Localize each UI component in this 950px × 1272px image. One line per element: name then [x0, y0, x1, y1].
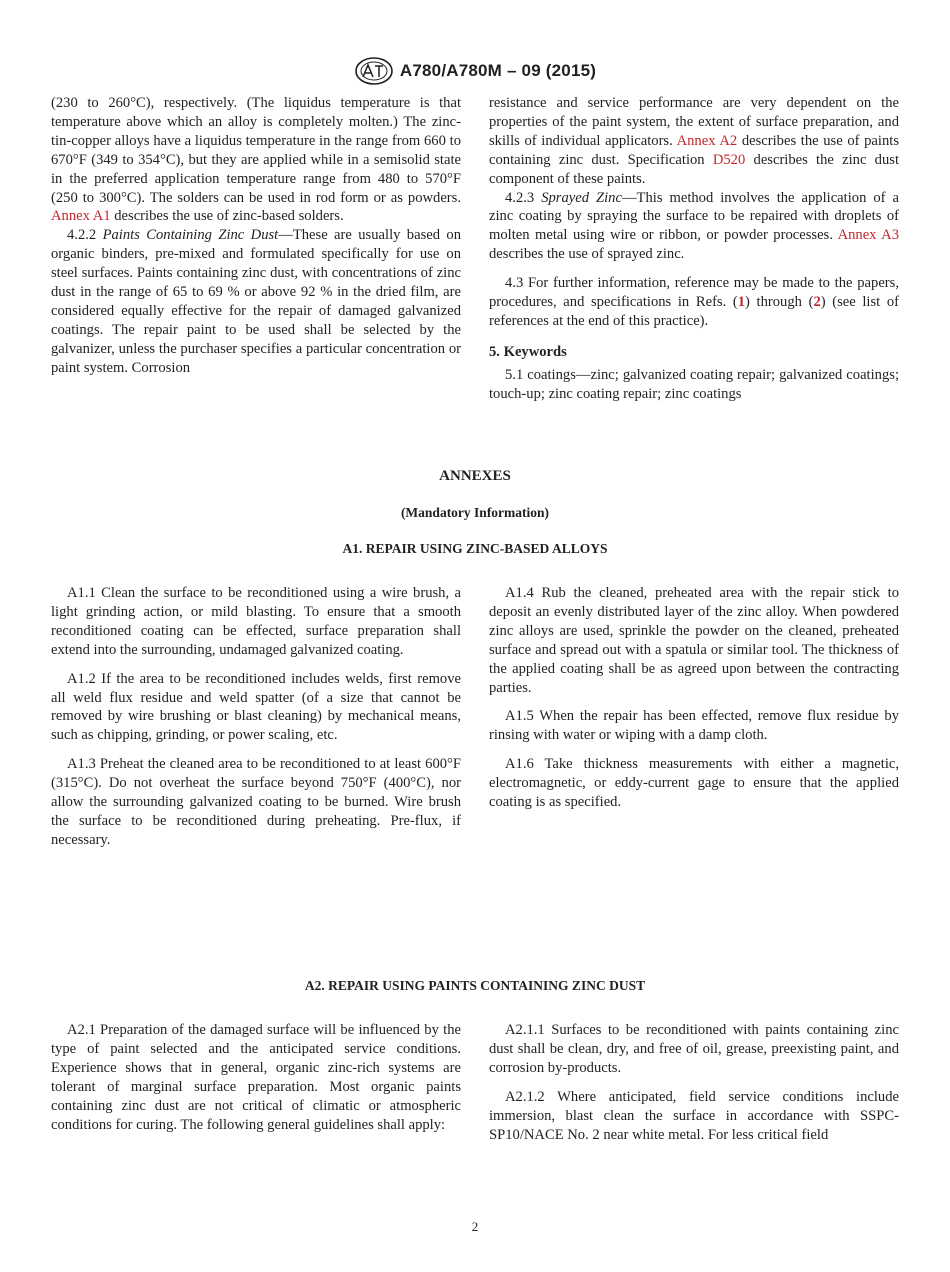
- annex-a1-link[interactable]: Annex A1: [51, 208, 111, 225]
- page-number: 2: [471, 1219, 479, 1234]
- ref-1-link[interactable]: 1: [737, 294, 746, 311]
- a1-right-column: [489, 584, 899, 812]
- paragraph-corrosion: resistance and service performance are very dependent on the properties of the paint system, the extent of surface preparation, and skills of individual applicators. Annex A2 describes the use of paints containing zinc dust. Specification D520 describes the zinc dust component of these paints.: [489, 95, 899, 187]
- paragraph-a2-1-1: A2.1.1 Surfaces to be reconditioned with paints containing zinc dust shall be clean, dry, and free of oil, grease, preexisting paint, and corrosion by-products.: [489, 1022, 899, 1076]
- page-header: [0, 56, 950, 86]
- d520-link[interactable]: D520: [712, 151, 746, 168]
- ref-2-link[interactable]: 2: [813, 294, 821, 311]
- paragraph-a1-1: A1.1 Clean the surface to be reconditioned using a wire brush, a light grinding action, or mild blasting. To ensure that a smooth reconditioned coating can be effected, surface preparation shall extend into the surrounding, undamaged galvanized coating.: [51, 585, 461, 658]
- paragraph-4-3: 4.3 For further information, reference may be made to the papers, procedures, and specifications in Refs. (1) through (2) (see list of references at the end of this practice).: [489, 275, 899, 329]
- paragraph-4-2-3: 4.2.3 Sprayed Zinc—This method involves the application of a zinc coating by spraying the surface to be repaired with droplets of molten metal using wire or ribbon, or powder processes. Annex A3 describes the use of sprayed zinc.: [489, 189, 899, 263]
- a1-left-column: [51, 584, 461, 850]
- paragraph-a1-3: A1.3 Preheat the cleaned area to be reconditioned to at least 600°F (315°C). Do not overheat the surface beyond 750°F (400°C), nor allow the surrounding galvanized coating to be burned. Wire brush the surface to be reconditioned during preheating. Pre-flux, if necessary.: [51, 756, 461, 848]
- paragraph-liquidus: (230 to 260°C), respectively. (The liquidus temperature is that temperature above which an alloy is completely molten.) The zinc-tin-copper alloys have a liquidus temperature in the range from 660 to 670°F (349 to 354°C), but they are applied while in a semisolid state in the preferred application temperature range from 480 to 570°F (250 to 300°C). The solders can be used in rod form or as powders. Annex A1 describes the use of zinc-based solders.: [51, 95, 461, 225]
- paragraph-a1-4: A1.4 Rub the cleaned, preheated area with the repair stick to deposit an evenly distributed layer of the zinc alloy. When powdered zinc alloys are used, sprinkle the powder on the cleaned, preheated surface and spread out with a spatula or similar tool. The thickness of the applied coating shall be as agreed upon between the contracting parties.: [489, 585, 899, 696]
- top-left-column: [51, 94, 461, 378]
- annex-a2-link[interactable]: Annex A2: [676, 132, 738, 149]
- paragraph-a1-6: A1.6 Take thickness measurements with either a magnetic, electromagnetic, or eddy-current gage to ensure that the applied coating is as specified.: [489, 756, 899, 811]
- document-id: A780/A780M – 09 (2015): [399, 61, 597, 80]
- a2-left-column: [51, 1021, 461, 1134]
- astm-logo-icon: [354, 57, 394, 85]
- paragraph-a2-1-2: A2.1.2 Where anticipated, field service conditions include immersion, blast clean the surface in accordance with SSPC-SP10/NACE No. 2 near white metal. For less critical field: [489, 1088, 899, 1143]
- paragraph-a1-5: A1.5 When the repair has been effected, remove flux residue by rinsing with water or wiping with a damp cloth.: [489, 708, 899, 744]
- paragraph-4-2-2: 4.2.2 Paints Containing Zinc Dust—These are usually based on organic binders, pre-mixed and formulated specifically for use on steel surfaces. Paints containing zinc dust, with concentrations of zinc dust in the range of 65 to 69 % or above 92 % in the dried film, are considered equally effective for the repair of damaged galvanized coatings. The repair paint to be used shall be selected by the galvanizer, unless the purchaser specifies a particular concentration or paint system. Corrosion: [51, 227, 462, 376]
- keywords-heading: 5. Keywords: [489, 343, 567, 360]
- annex-a3-link[interactable]: Annex A3: [837, 227, 899, 244]
- top-right-column: [489, 94, 899, 404]
- a1-title: A1. REPAIR USING ZINC-BASED ALLOYS: [342, 541, 608, 556]
- annexes-title: ANNEXES: [439, 468, 511, 484]
- a2-title: A2. REPAIR USING PAINTS CONTAINING ZINC DUST: [304, 978, 646, 993]
- paragraph-a2-1: A2.1 Preparation of the damaged surface will be influenced by the type of paint selected and the anticipated service conditions. Experience shows that in general, organic zinc-rich systems are tolerant of marginal surface preparation. Most organic paints containing zinc dust are not critical of climatic or atmospheric conditions for curing. The following general guidelines shall apply:: [51, 1022, 461, 1133]
- paragraph-keywords: 5.1 coatings—zinc; galvanized coating repair; galvanized coatings; touch-up; zinc coating repair; zinc coatings: [489, 366, 899, 402]
- paragraph-a1-2: A1.2 If the area to be reconditioned includes welds, first remove all weld flux residue and weld spatter (of a size that cannot be removed by wire brushing or blast cleaning) by mechanical means, such as chipping, grinding, or power scaling, etc.: [51, 670, 461, 744]
- a2-right-column: [489, 1021, 899, 1144]
- annexes-subtitle: (Mandatory Information): [400, 505, 550, 520]
